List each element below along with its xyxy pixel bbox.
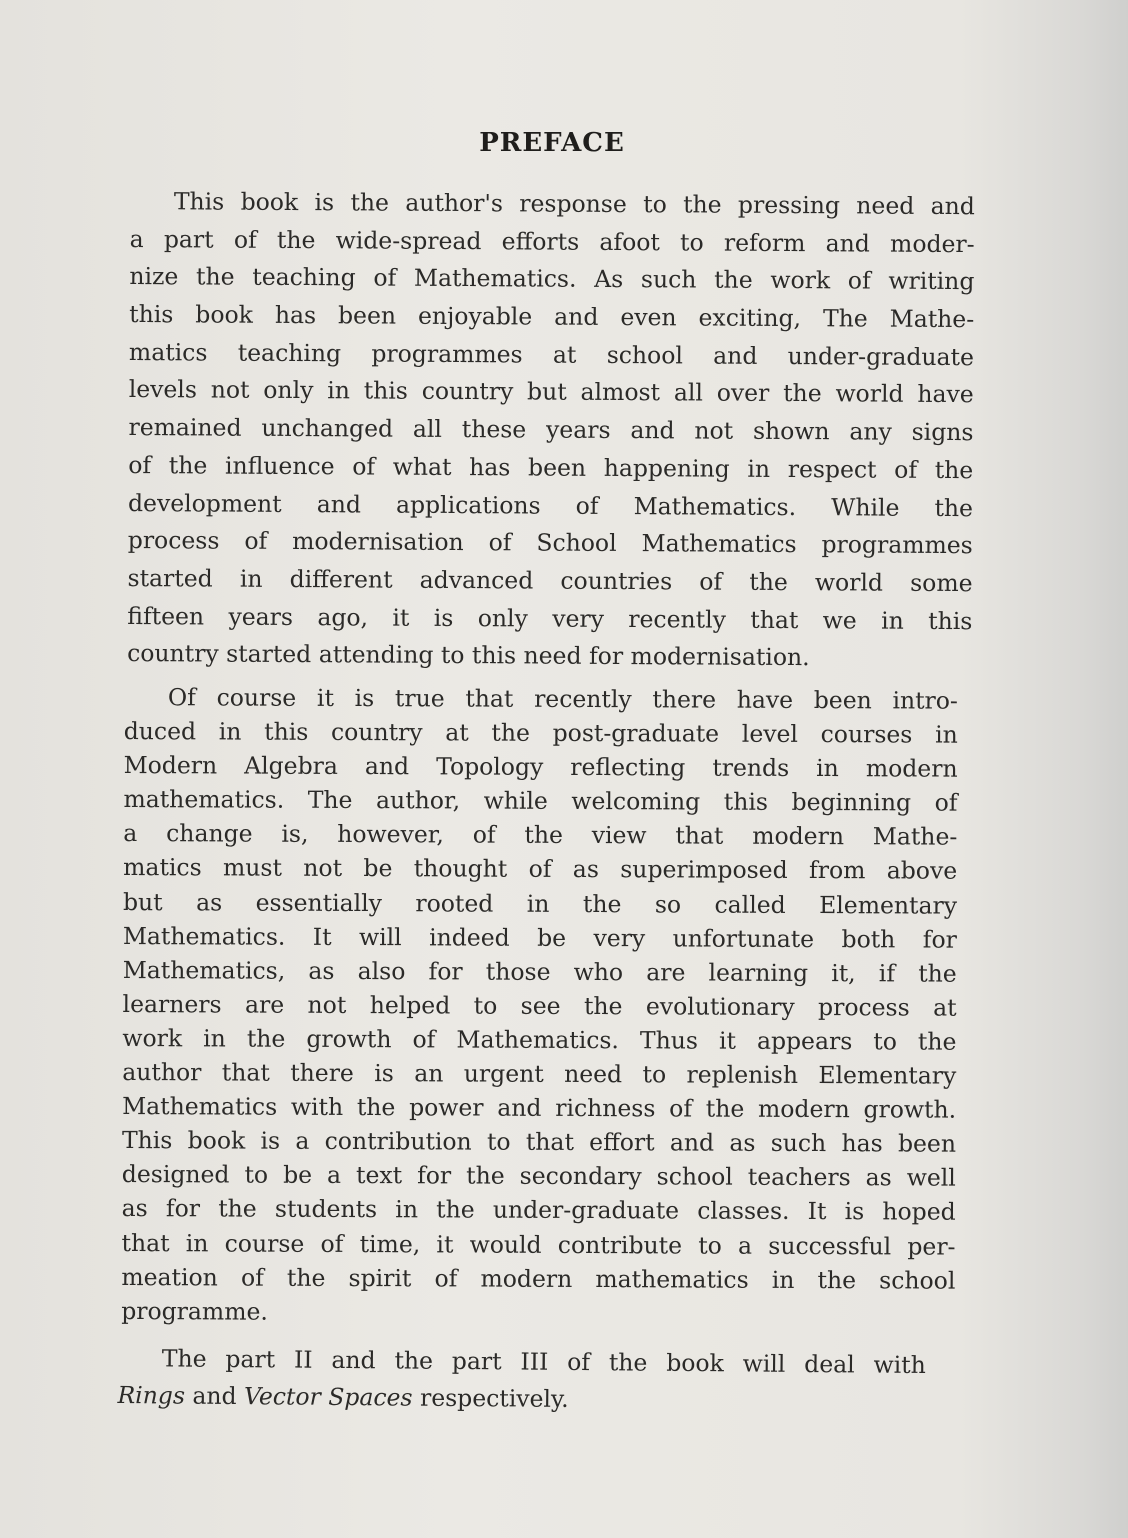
text-line: levels not only in this country but almost all over the world have [128, 375, 974, 409]
text-line: This book is a contribution to that effort and as such has been [121, 1126, 957, 1158]
paragraph-3 [117, 1340, 926, 1421]
text-line: programme. [121, 1296, 268, 1326]
text-line: remained unchanged all these years and not shown any signs [128, 413, 974, 447]
text-line: This book is the author's response to the pressing need and [173, 187, 975, 221]
paragraph-1 [127, 183, 975, 678]
text-line: a part of the wide-spread efforts afoot to reform and moder- [129, 224, 975, 258]
text-line: country started attending to this need for modernisation. [127, 639, 810, 672]
text-line: a change is, however, of the view that modern Mathe- [123, 819, 958, 852]
text-line: meation of the spirit of modern mathematics in the school [121, 1262, 956, 1295]
paragraph-2 [121, 680, 958, 1331]
text-fragment: respectively. [412, 1383, 569, 1413]
text-line: fifteen years ago, it is only very recently that we in this [127, 601, 973, 635]
italic-term-rings: Rings [117, 1380, 186, 1410]
text-line: this book has been enjoyable and even exciting, The Mathe- [129, 300, 975, 334]
text-line: Of course it is true that recently there have been intro- [167, 683, 958, 715]
text-line: designed to be a text for the secondary school teachers as well [121, 1160, 956, 1192]
text-line [117, 1377, 925, 1421]
text-fragment: and [184, 1381, 245, 1411]
text-line: work in the growth of Mathematics. Thus it appears to the [122, 1023, 957, 1056]
text-line: mathematics. The author, while welcoming this beginning of [123, 785, 958, 817]
text-line: nize the teaching of Mathematics. As such the work of writing [129, 262, 975, 296]
text-line: process of modernisation of School Mathematics programmes [127, 526, 973, 560]
italic-term-vector-spaces: Vector Spaces [243, 1382, 413, 1412]
text-line: Mathematics with the power and richness of the modern growth. [122, 1092, 957, 1124]
text-line: matics must not be thought of as superimposed from above [123, 853, 958, 886]
text-line: matics teaching programmes at school and under-graduate [128, 337, 975, 371]
text-line: duced in this country at the post-graduate level courses in [123, 717, 958, 749]
page-title: PREFACE [479, 128, 625, 158]
text-line: started in different advanced countries of the world some [127, 563, 973, 598]
text-line: development and applications of Mathematics. While the [127, 488, 974, 522]
text-line: that in course of time, it would contribute to a successful per- [121, 1228, 956, 1261]
text-line: Mathematics, as also for those who are learning it, if the [122, 955, 957, 988]
text-line: The part II and the part III of the book will deal with [161, 1344, 926, 1380]
text-line: of the influence of what has been happening in respect of the [128, 450, 974, 484]
text-line: Mathematics. It will indeed be very unfortunate both for [122, 921, 957, 954]
text-line: learners are not helped to see the evolutionary process at [122, 989, 957, 1022]
text-line: author that there is an urgent need to replenish Elementary [122, 1058, 957, 1090]
text-line: but as essentially rooted in the so called Elementary [122, 887, 958, 920]
text-line: as for the students in the under-graduate classes. It is hoped [121, 1194, 956, 1227]
text-line: Modern Algebra and Topology reflecting trends in modern [123, 751, 958, 783]
